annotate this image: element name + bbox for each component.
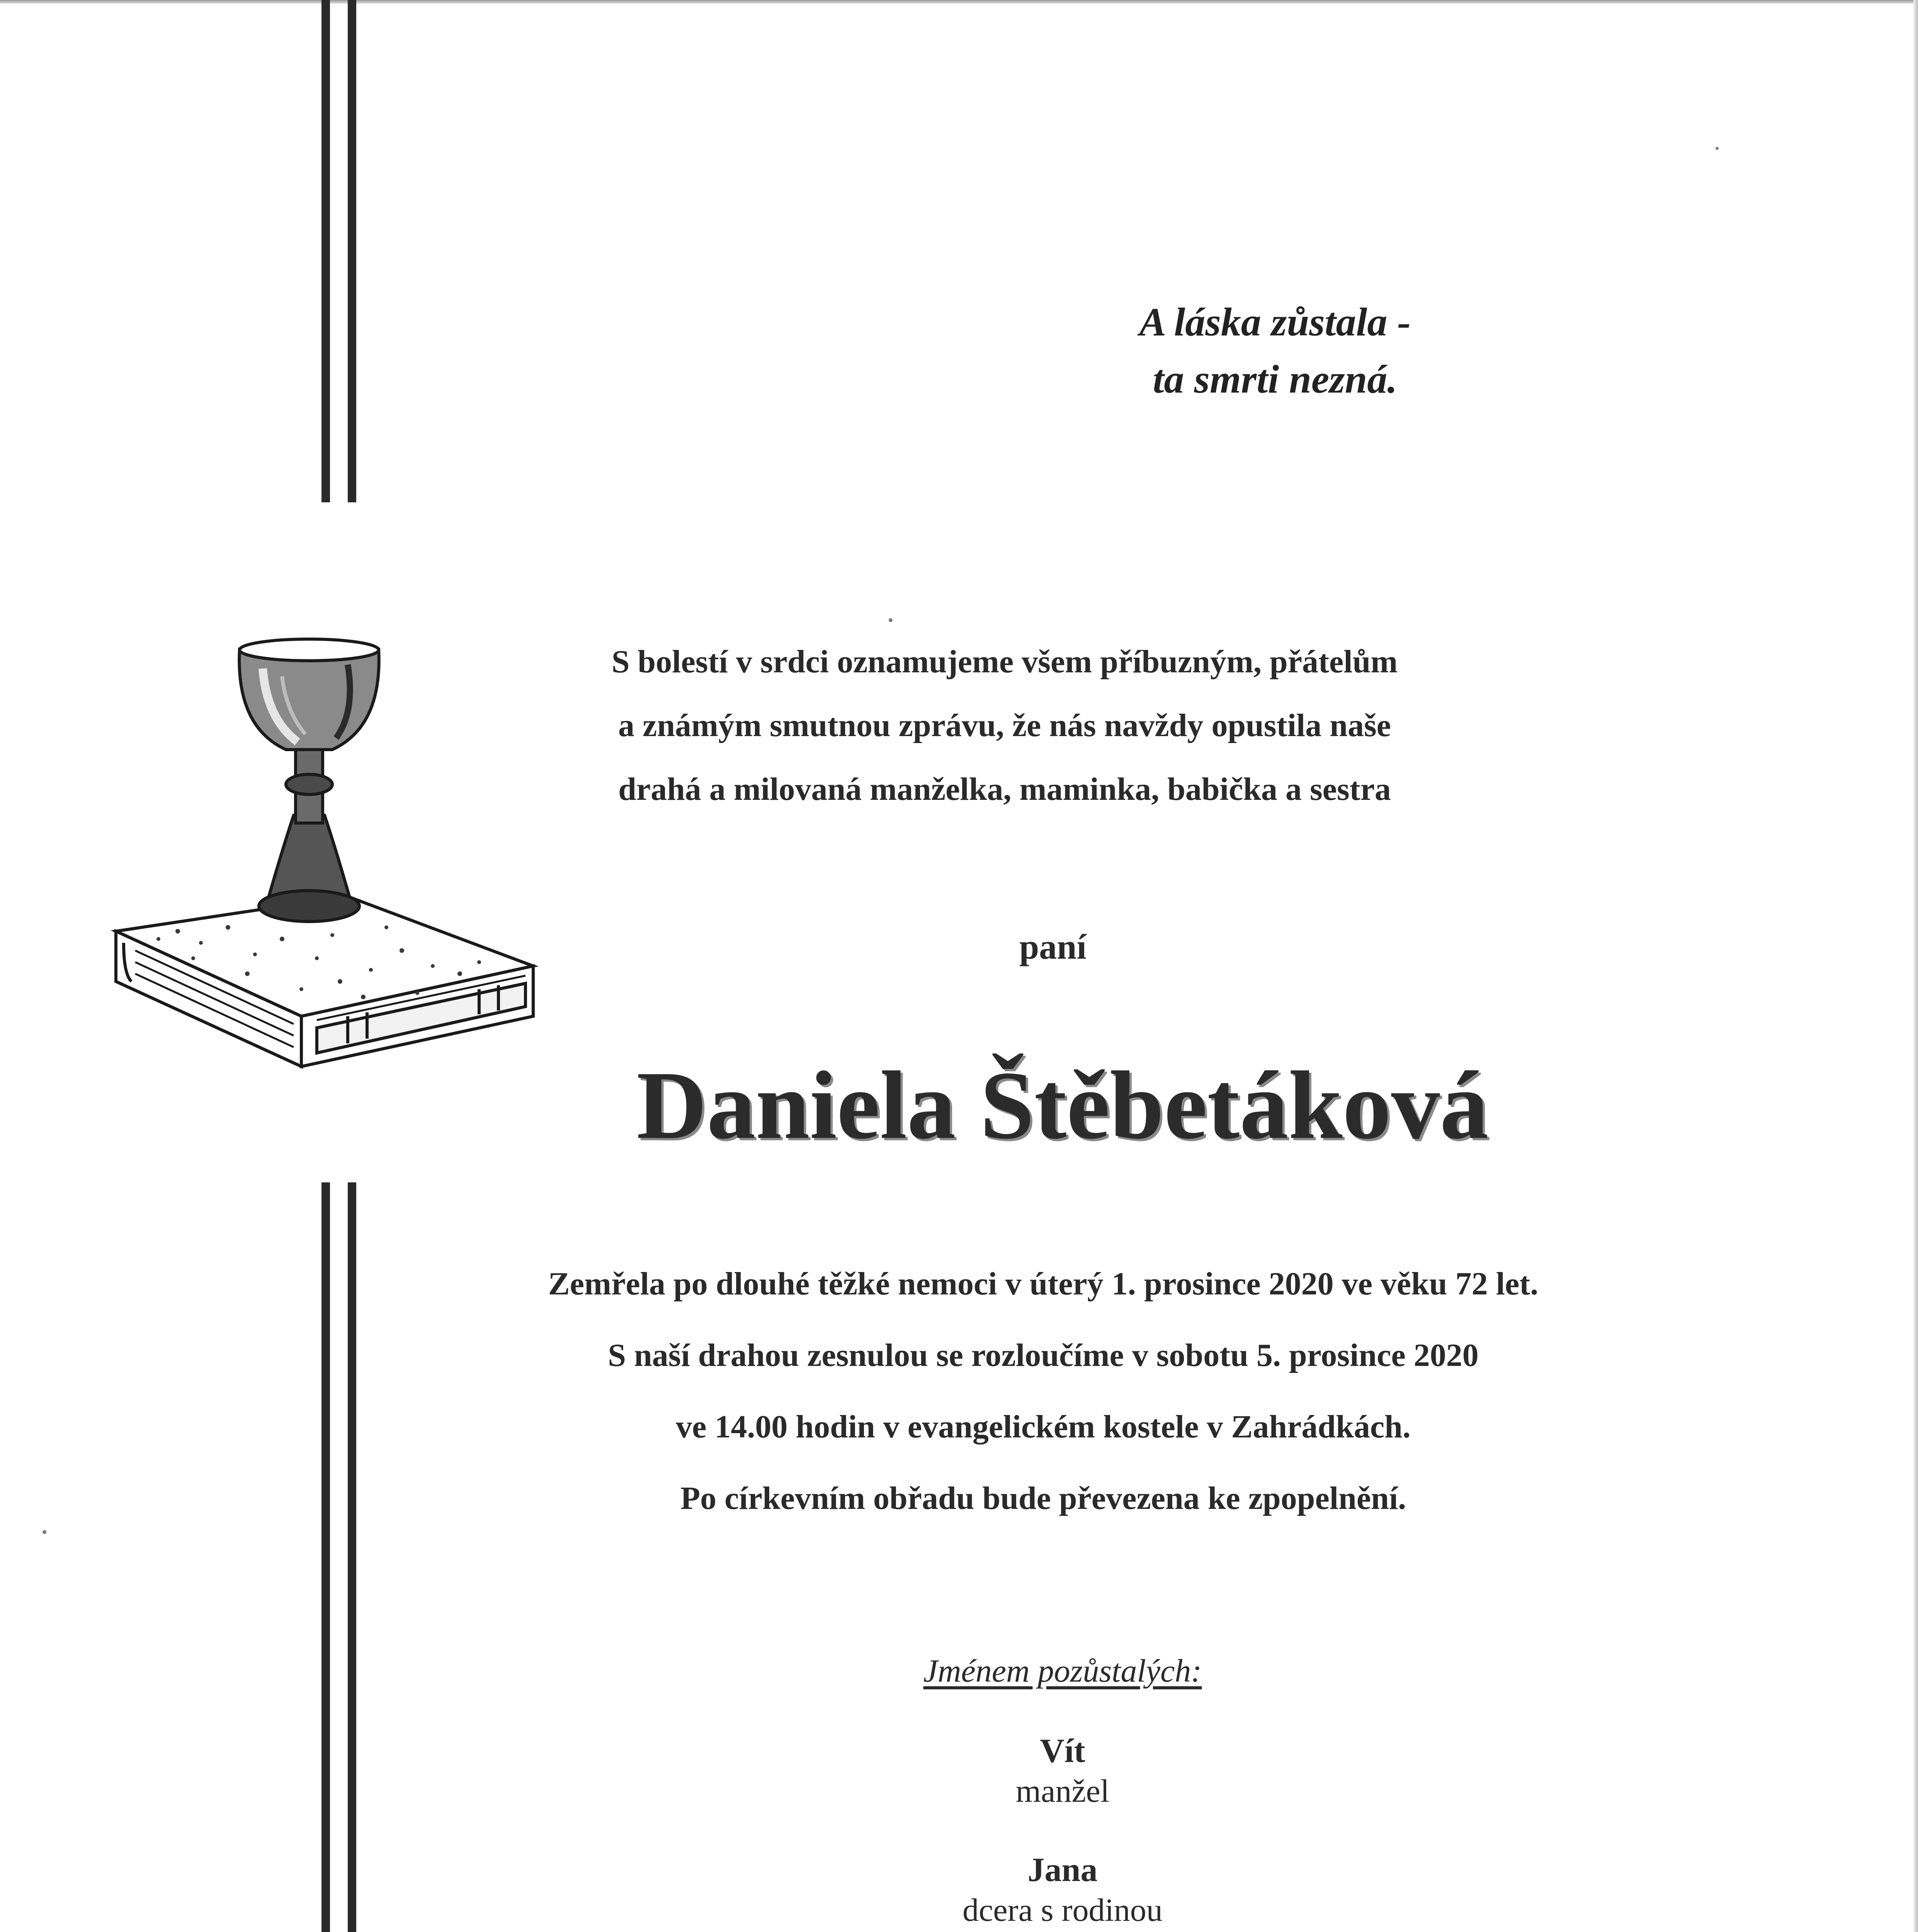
motto-line-1: A láska zůstala - [1139, 300, 1411, 344]
survivor-item [831, 1850, 1294, 1932]
announcement-line-3: drahá a milovaná manželka, maminka, babička a sestra [618, 771, 1391, 807]
chalice-on-book-icon [100, 634, 549, 1105]
survivor-name: Vít [1040, 1732, 1085, 1770]
details-line-3: ve 14.00 hodin v evangelickém kostele v Zahrádkách. [676, 1409, 1411, 1445]
announcement-line-2: a známým smutnou zprávu, že nás navždy opustila naše [618, 707, 1391, 743]
survivor-relation: manžel [1015, 1773, 1110, 1809]
survivor-name: Jana [1027, 1851, 1098, 1889]
survivors-list [831, 1731, 1294, 1932]
mourning-line-upper-right [348, 0, 356, 502]
funeral-details [444, 1248, 1642, 1534]
survivor-item [831, 1731, 1294, 1850]
scan-speck [889, 618, 893, 622]
scan-top-edge [0, 0, 1918, 4]
scan-right-edge [1913, 0, 1918, 1932]
motto [1043, 294, 1507, 408]
mourning-line-lower-left [321, 1182, 330, 1932]
mourning-line-upper-left [321, 0, 330, 502]
survivors-heading: Jménem pozůstalých: [923, 1653, 1202, 1689]
announcement-text [502, 630, 1507, 821]
scan-speck [1716, 147, 1719, 150]
survivor-relation: dcera s rodinou [962, 1892, 1163, 1928]
mourning-line-lower-right [348, 1182, 356, 1932]
announcement-line-1: S bolestí v srdci oznamujeme všem příbuzným, přátelům [611, 644, 1398, 680]
details-line-4: Po církevním obřadu bude převezena ke zpopelnění. [680, 1480, 1406, 1516]
details-line-1: Zemřela po dlouhé těžké nemoci v úterý 1. prosince 2020 ve věku 72 let. [548, 1266, 1539, 1302]
motto-line-2: ta smrti nezná. [1153, 357, 1398, 401]
details-line-2: S naší drahou zesnulou se rozloučíme v sobotu 5. prosince 2020 [608, 1337, 1479, 1373]
scan-speck [43, 1530, 46, 1534]
salutation: paní [1019, 927, 1087, 966]
deceased-name: Daniela Štěbetáková [636, 1051, 1489, 1159]
